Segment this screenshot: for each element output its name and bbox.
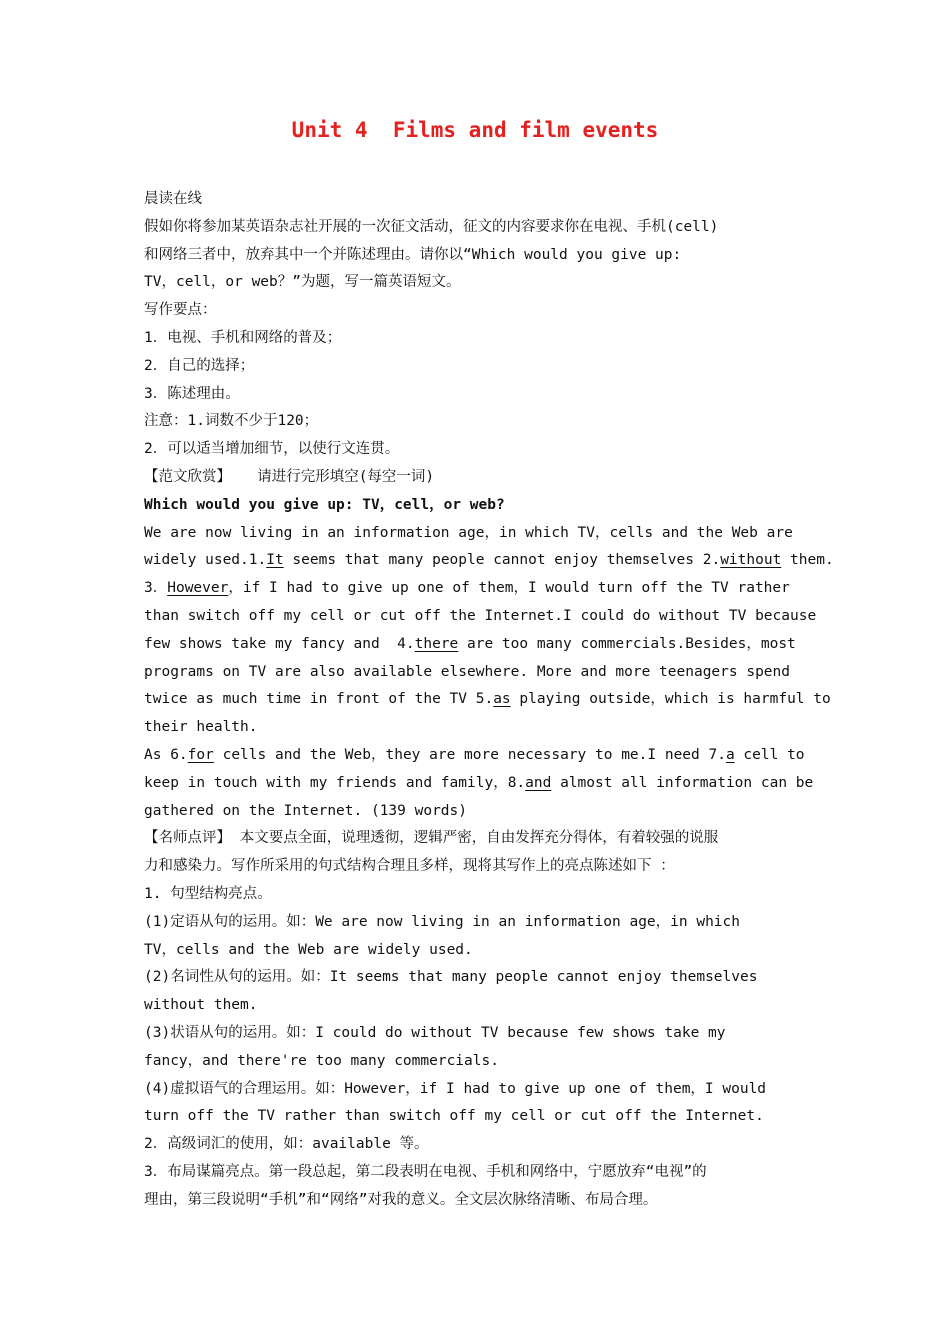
- text-segment: 写作要点：: [144, 302, 217, 319]
- text-segment: 2．可以适当增加细节，以使行文连贯。: [144, 441, 400, 458]
- text-line: [144, 353, 814, 381]
- text-segment: 1. 句型结构亮点。: [144, 885, 272, 902]
- text-segment: 2．高级词汇的使用，如：available 等。: [144, 1136, 429, 1153]
- text-segment: twice as much time in front of the TV 5.: [144, 691, 494, 708]
- text-segment: 【名师点评】 本文要点全面，说理透彻，逻辑严密，自由发挥充分得体，有着较强的说服: [144, 830, 719, 847]
- text-segment: programs on TV are also available elsewhere. More and more teenagers spend: [144, 663, 791, 680]
- text-line: [144, 631, 814, 659]
- unit-title: Unit 4 Films and film events: [291, 118, 659, 142]
- text-segment: widely used.1.: [144, 552, 267, 569]
- text-line: [144, 492, 814, 520]
- text-segment: 3．布局谋篇亮点。第一段总起，第二段表明在电视、手机和网络中，宁愿放弃“电视”的: [144, 1163, 707, 1180]
- text-segment: As 6.: [144, 746, 188, 763]
- text-line: [144, 297, 814, 325]
- text-line: [144, 1076, 814, 1104]
- text-segment: (4)虚拟语气的合理运用。如：However，if I had to give up one of them，I would: [144, 1080, 767, 1097]
- text-segment: cells and the Web，they are more necessary to me.I need 7.: [213, 746, 726, 763]
- text-line: [144, 1131, 814, 1159]
- text-segment: their health.: [144, 719, 258, 736]
- text-segment: ，if I had to give up one of them，I would turn off the TV rather: [228, 580, 790, 597]
- text-line: [144, 1159, 814, 1187]
- text-segment: 注意：1.词数不少于120；: [144, 413, 319, 430]
- text-line: [144, 937, 814, 965]
- answer-blank: and: [525, 774, 552, 791]
- text-segment: TV，cells and the Web are widely used.: [144, 941, 473, 958]
- text-segment: without them.: [144, 997, 258, 1014]
- text-line: [144, 1020, 814, 1048]
- text-line: [144, 436, 814, 464]
- text-line: [144, 214, 814, 242]
- text-line: [144, 909, 814, 937]
- text-segment: playing outside，which is harmful to: [510, 691, 831, 708]
- text-segment: keep in touch with my friends and family，8.: [144, 774, 526, 791]
- answer-blank: It: [266, 552, 284, 569]
- text-line: [144, 798, 814, 826]
- text-line: [144, 659, 814, 687]
- text-line: [144, 964, 814, 992]
- text-segment: We are now living in an information age，in which TV，cells and the Web are: [144, 524, 793, 541]
- text-line: [144, 992, 814, 1020]
- text-line: [144, 714, 814, 742]
- text-line: [144, 408, 814, 436]
- text-segment: Which would you give up: TV，cell，or web?: [144, 496, 505, 513]
- text-line: [144, 381, 814, 409]
- text-segment: turn off the TV rather than switch off my cell or cut off the Internet.: [144, 1108, 764, 1125]
- text-segment: (2)名词性从句的运用。如：It seems that many people cannot enjoy themselves: [144, 969, 758, 986]
- answer-blank: for: [187, 746, 214, 763]
- text-segment: 3．陈述理由。: [144, 385, 240, 402]
- text-line: [144, 520, 814, 548]
- answer-blank: there: [414, 635, 459, 652]
- text-segment: 3．: [144, 580, 168, 597]
- text-segment: cell to: [734, 746, 805, 763]
- text-line: [144, 186, 814, 214]
- text-segment: seems that many people cannot enjoy themselves 2.: [283, 552, 721, 569]
- text-line: [144, 1048, 814, 1076]
- text-line: [144, 242, 814, 270]
- text-segment: 理由，第三段说明“手机”和“网络”对我的意义。全文层次脉络清晰、布局合理。: [144, 1191, 658, 1208]
- text-segment: (3)状语从句的运用。如：I could do without TV because few shows take my: [144, 1024, 726, 1041]
- text-segment: are too many commercials.Besides，most: [458, 635, 796, 652]
- answer-blank: as: [493, 691, 511, 708]
- text-segment: 力和感染力。写作所采用的句式结构合理且多样，现将其写作上的亮点陈述如下 ：: [144, 858, 675, 875]
- text-line: [144, 1187, 814, 1215]
- text-line: [144, 269, 814, 297]
- text-segment: almost all information can be: [551, 774, 814, 791]
- document-body: [144, 186, 834, 1214]
- answer-blank: without: [720, 552, 782, 569]
- text-segment: 晨读在线: [144, 191, 202, 207]
- text-line: [144, 1103, 814, 1131]
- text-line: [144, 325, 814, 353]
- text-line: [144, 742, 814, 770]
- answer-blank: However: [167, 580, 229, 597]
- text-segment: than switch off my cell or cut off the Internet.I could do without TV because: [144, 607, 817, 624]
- answer-blank: a: [725, 746, 735, 763]
- text-line: [144, 575, 814, 603]
- text-segment: 和网络三者中，放弃其中一个并陈述理由。请你以“Which would you give up:: [144, 246, 682, 263]
- text-segment: 【范文欣赏】 请进行完形填空(每空一词): [144, 468, 435, 485]
- text-segment: (1)定语从句的运用。如：We are now living in an information age，in which: [144, 913, 740, 930]
- text-line: [144, 547, 834, 575]
- text-line: [144, 464, 814, 492]
- text-line: [144, 770, 814, 798]
- text-segment: few shows take my fancy and 4.: [144, 635, 415, 652]
- text-segment: 1．电视、手机和网络的普及；: [144, 329, 342, 346]
- text-line: [144, 881, 814, 909]
- text-segment: fancy，and there're too many commercials.: [144, 1052, 499, 1069]
- text-line: [144, 603, 817, 631]
- text-line: [144, 853, 814, 881]
- text-line: [144, 825, 814, 853]
- text-line: [144, 686, 831, 714]
- text-segment: TV，cell，or web？”为题，写一篇英语短文。: [144, 274, 461, 291]
- text-segment: 2．自己的选择；: [144, 357, 255, 374]
- text-segment: them.: [781, 552, 834, 569]
- text-segment: 假如你将参加某英语杂志社开展的一次征文活动，征文的内容要求你在电视、手机(cell): [144, 218, 719, 235]
- text-segment: gathered on the Internet. (139 words): [144, 802, 468, 819]
